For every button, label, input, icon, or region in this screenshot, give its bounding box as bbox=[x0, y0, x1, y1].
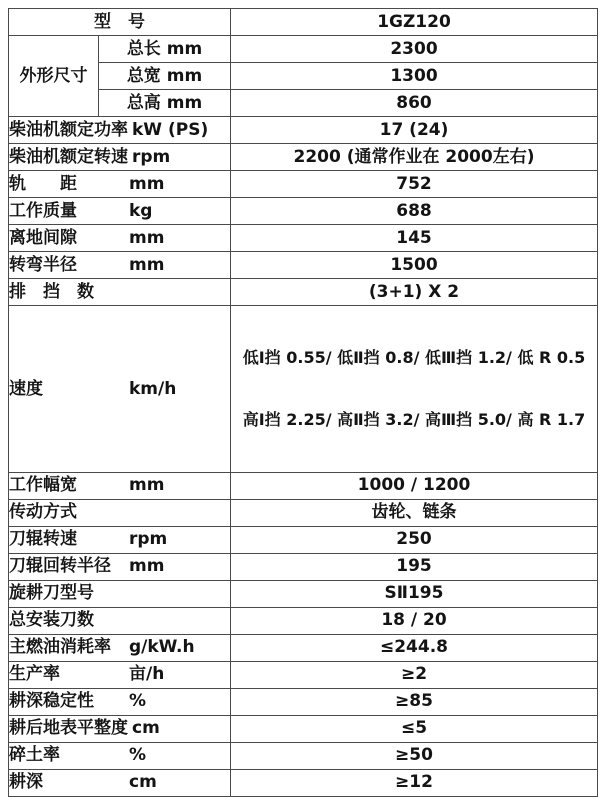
spec-unit: mm bbox=[129, 556, 165, 577]
spec-value: 1500 bbox=[231, 252, 598, 279]
spec-value: 齿轮、链条 bbox=[231, 499, 598, 526]
spec-value: ≤5 bbox=[231, 715, 598, 742]
dimension-row-length bbox=[9, 36, 598, 63]
spec-label bbox=[9, 715, 231, 742]
spec-value: 688 bbox=[231, 198, 598, 225]
spec-name: 传动方式 bbox=[9, 502, 77, 523]
dimension-value: 860 bbox=[231, 90, 598, 117]
spec-label bbox=[9, 117, 231, 144]
spec-value bbox=[231, 306, 598, 473]
spec-unit: rpm bbox=[132, 146, 171, 167]
model-row bbox=[9, 9, 598, 36]
spec-unit: g/kW.h bbox=[129, 637, 195, 658]
spec-value: 250 bbox=[231, 526, 598, 553]
spec-label bbox=[9, 580, 231, 607]
spec-value: 195 bbox=[231, 553, 598, 580]
spec-label bbox=[9, 499, 231, 526]
spec-unit: % bbox=[129, 745, 147, 766]
spec-label bbox=[9, 171, 231, 198]
spec-row-roller-radius bbox=[9, 553, 598, 580]
spec-name: 刀辊回转半径 bbox=[9, 556, 111, 577]
spec-name: 耕深稳定性 bbox=[9, 691, 94, 712]
spec-value: (3+1) X 2 bbox=[231, 279, 598, 306]
dimension-label: 总宽 mm bbox=[99, 63, 231, 90]
spec-row-soil-crushing bbox=[9, 742, 598, 769]
dimension-value: 2300 bbox=[231, 36, 598, 63]
spec-name: 柴油机额定功率 bbox=[9, 119, 128, 140]
spec-row-transmission bbox=[9, 499, 598, 526]
spec-row-blade-model bbox=[9, 580, 598, 607]
spec-unit: mm bbox=[129, 254, 165, 275]
spec-label bbox=[9, 472, 231, 499]
spec-label bbox=[9, 634, 231, 661]
spec-name: 耕后地表平整度 bbox=[9, 718, 128, 739]
spec-name: 工作幅宽 bbox=[9, 475, 77, 496]
spec-row-roller-speed bbox=[9, 526, 598, 553]
spec-name: 工作质量 bbox=[9, 200, 77, 221]
spec-unit: rpm bbox=[129, 529, 168, 550]
spec-label bbox=[9, 144, 231, 171]
spec-table bbox=[8, 8, 598, 797]
spec-label bbox=[9, 225, 231, 252]
spec-name: 主燃油消耗率 bbox=[9, 637, 111, 658]
spec-unit: 亩/h bbox=[129, 664, 165, 685]
spec-unit: cm bbox=[132, 718, 160, 739]
spec-label bbox=[9, 198, 231, 225]
spec-row-ground-clearance bbox=[9, 225, 598, 252]
spec-label bbox=[9, 306, 231, 473]
spec-row-productivity bbox=[9, 661, 598, 688]
spec-label bbox=[9, 252, 231, 279]
spec-name: 速度 bbox=[9, 378, 43, 399]
spec-name: 总安装刀数 bbox=[9, 610, 94, 631]
spec-unit: mm bbox=[129, 227, 165, 248]
spec-name: 旋耕刀型号 bbox=[9, 583, 94, 604]
spec-value: 1000 / 1200 bbox=[231, 472, 598, 499]
spec-label bbox=[9, 279, 231, 306]
spec-unit: cm bbox=[129, 772, 157, 793]
spec-value: 18 / 20 bbox=[231, 607, 598, 634]
spec-label bbox=[9, 526, 231, 553]
spec-name: 生产率 bbox=[9, 664, 60, 685]
dimensions-group-label: 外形尺寸 bbox=[9, 36, 99, 117]
dimension-value: 1300 bbox=[231, 63, 598, 90]
spec-row-rated-rpm bbox=[9, 144, 598, 171]
spec-name: 轨 距 bbox=[9, 173, 77, 194]
spec-row-track-gauge bbox=[9, 171, 598, 198]
spec-label bbox=[9, 553, 231, 580]
spec-value: 752 bbox=[231, 171, 598, 198]
spec-row-depth-stability bbox=[9, 688, 598, 715]
spec-value: ≤244.8 bbox=[231, 634, 598, 661]
spec-label bbox=[9, 607, 231, 634]
spec-label bbox=[9, 769, 231, 796]
model-value: 1GZ120 bbox=[231, 9, 598, 36]
spec-row-speed bbox=[9, 306, 598, 473]
spec-value: ≥50 bbox=[231, 742, 598, 769]
spec-unit: % bbox=[129, 691, 147, 712]
dimension-label: 总长 mm bbox=[99, 36, 231, 63]
spec-row-tilling-depth bbox=[9, 769, 598, 796]
spec-row-working-width bbox=[9, 472, 598, 499]
spec-row-surface-flatness bbox=[9, 715, 598, 742]
spec-row-blade-count bbox=[9, 607, 598, 634]
spec-unit: kW (PS) bbox=[132, 119, 209, 140]
spec-name: 柴油机额定转速 bbox=[9, 146, 128, 167]
spec-value: 2200 (通常作业在 2000左右) bbox=[231, 144, 598, 171]
spec-name: 离地间隙 bbox=[9, 227, 77, 248]
spec-label bbox=[9, 688, 231, 715]
spec-value: SⅡ195 bbox=[231, 580, 598, 607]
spec-row-gear-count bbox=[9, 279, 598, 306]
spec-unit: mm bbox=[129, 475, 165, 496]
speed-line-low: 低Ⅰ挡 0.55/ 低Ⅱ挡 0.8/ 低Ⅲ挡 1.2/ 低 R 0.5 bbox=[242, 347, 586, 367]
speed-line-high: 高Ⅰ挡 2.25/ 高Ⅱ挡 3.2/ 高Ⅲ挡 5.0/ 高 R 1.7 bbox=[242, 410, 586, 430]
spec-row-fuel-consumption bbox=[9, 634, 598, 661]
spec-row-rated-power bbox=[9, 117, 598, 144]
dimension-label: 总高 mm bbox=[99, 90, 231, 117]
spec-row-working-mass bbox=[9, 198, 598, 225]
spec-unit: mm bbox=[129, 173, 165, 194]
spec-unit: km/h bbox=[129, 378, 177, 399]
model-label: 型 号 bbox=[9, 9, 231, 36]
spec-name: 刀辊转速 bbox=[9, 529, 77, 550]
spec-name: 转弯半径 bbox=[9, 254, 77, 275]
spec-name: 排 挡 数 bbox=[9, 281, 94, 302]
spec-name: 碎土率 bbox=[9, 745, 60, 766]
spec-value: 17 (24) bbox=[231, 117, 598, 144]
spec-name: 耕深 bbox=[9, 772, 43, 793]
spec-value: ≥12 bbox=[231, 769, 598, 796]
spec-unit: kg bbox=[129, 200, 153, 221]
spec-row-turning-radius bbox=[9, 252, 598, 279]
spec-value: ≥2 bbox=[231, 661, 598, 688]
spec-label bbox=[9, 661, 231, 688]
spec-label bbox=[9, 742, 231, 769]
spec-value: ≥85 bbox=[231, 688, 598, 715]
spec-value: 145 bbox=[231, 225, 598, 252]
